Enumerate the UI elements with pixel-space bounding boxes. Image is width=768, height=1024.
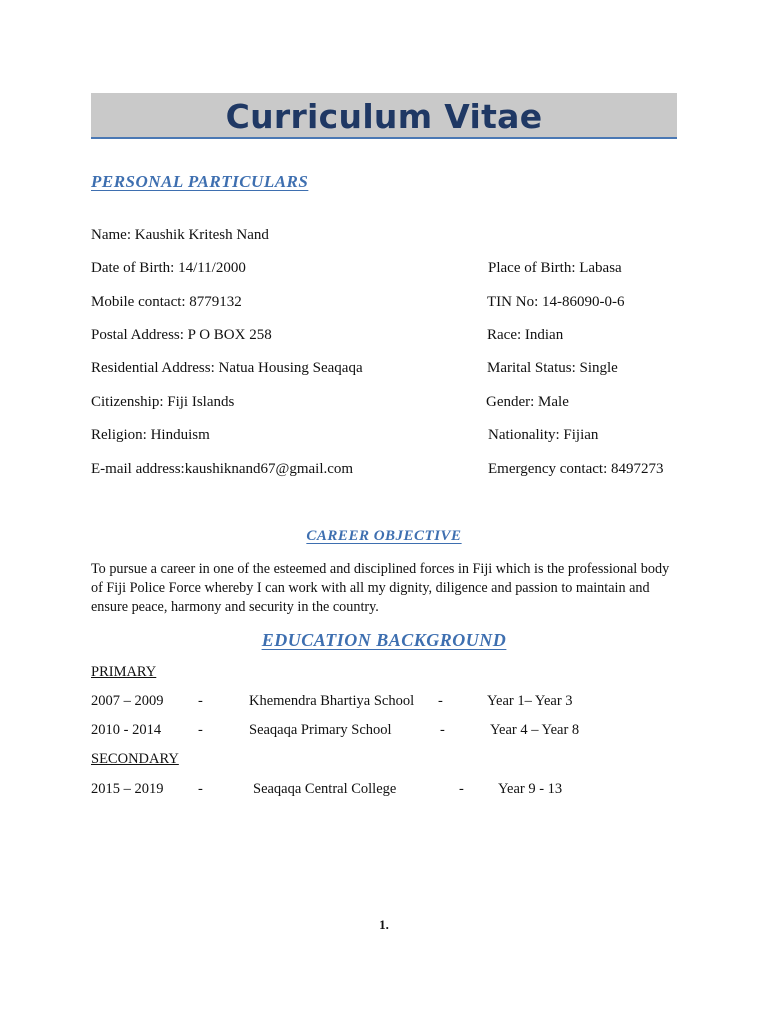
gender: Gender: Male — [486, 394, 569, 410]
place-of-birth: Place of Birth: Labasa — [488, 260, 622, 276]
marital-status: Marital Status: Single — [487, 360, 618, 376]
edu-years: 2010 - 2014 — [91, 722, 162, 738]
religion: Religion: Hinduism — [91, 427, 210, 443]
name-field: Name: Kaushik Kritesh Nand — [91, 227, 269, 243]
edu-level: Year 1– Year 3 — [487, 693, 573, 709]
title-banner — [91, 93, 677, 139]
education-heading-wrap — [0, 630, 768, 651]
citizenship: Citizenship: Fiji Islands — [91, 394, 235, 410]
edu-dash: - — [459, 781, 464, 797]
edu-dash: - — [440, 722, 445, 738]
edu-level: Year 4 – Year 8 — [490, 722, 580, 738]
edu-years: 2015 – 2019 — [91, 781, 164, 797]
edu-school: Khemendra Bhartiya School — [249, 693, 415, 709]
edu-dash: - — [198, 722, 203, 738]
edu-school: Seaqaqa Primary School — [249, 722, 392, 738]
primary-label: PRIMARY — [91, 664, 157, 680]
nationality: Nationality: Fijian — [488, 427, 599, 443]
edu-dash: - — [438, 693, 443, 709]
edu-level: Year 9 - 13 — [498, 781, 563, 797]
page-number: 1. — [379, 917, 389, 932]
secondary-label: SECONDARY — [91, 751, 179, 767]
career-objective-text: To pursue a career in one of the esteemed and disciplined forces in Fiji which is the professional body of Fiji Police Force whereby I can work with all my dignity, diligence and passion to maintain and ensure peace, harmony and security in the country. — [91, 561, 670, 615]
mobile-contact: Mobile contact: 8779132 — [91, 294, 242, 310]
emergency-contact: Emergency contact: 8497273 — [488, 461, 664, 477]
edu-dash: - — [198, 781, 203, 797]
personal-particulars-heading: PERSONAL PARTICULARS — [91, 172, 309, 191]
edu-school: Seaqaqa Central College — [253, 781, 397, 797]
career-objective-heading: CAREER OBJECTIVE — [306, 528, 462, 544]
career-objective-heading-wrap — [0, 528, 768, 545]
document-title: Curriculum Vitae — [225, 96, 543, 136]
edu-dash: - — [198, 693, 203, 709]
edu-years: 2007 – 2009 — [91, 693, 164, 709]
email-address: E-mail address:kaushiknand67@gmail.com — [91, 461, 354, 477]
race: Race: Indian — [487, 327, 564, 343]
postal-address: Postal Address: P O BOX 258 — [91, 327, 272, 343]
education-background-heading: EDUCATION BACKGROUND — [261, 630, 507, 650]
tin-number: TIN No: 14-86090-0-6 — [487, 294, 625, 310]
residential-address: Residential Address: Natua Housing Seaqaqa — [91, 360, 363, 376]
date-of-birth: Date of Birth: 14/11/2000 — [91, 260, 246, 276]
